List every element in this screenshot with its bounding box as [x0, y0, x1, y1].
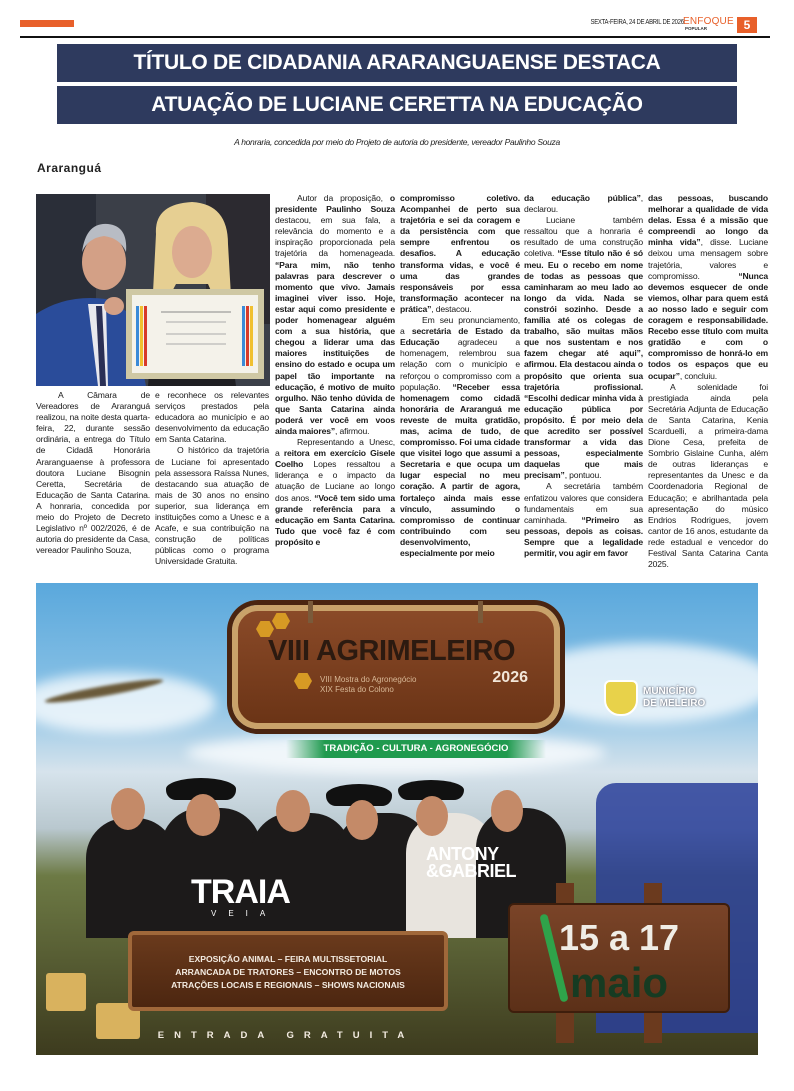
text-run: Em seu pronunciamento, a [400, 315, 520, 337]
headline-line-2: ATUAÇÃO DE LUCIANE CERETTA NA EDUCAÇÃO [57, 86, 737, 124]
performer-face [111, 788, 145, 830]
quote-text: “Para mim, não tenho palavras para descrever o momento que vivo. Jamais imaginei viver isso. Hoje, estar aqui como presidente e poder homenagear alguém com a sua história, que chegou a liderar uma das maiores instituições de ensino do estado e ocupa um papel tão importante na educação, é motivo de muito orgulho. Não tenho dúvida de que Santa Catarina ainda poderá ver você em voos ainda maiores” [275, 259, 395, 436]
text-run: , disse. Luciane deixou uma mensagem sobre trajetória, valores e compromisso. [648, 237, 768, 281]
text-run: agradeceu a homenagem, relembrou sua relação com o município e reforçou o compromisso com a população. [400, 337, 520, 392]
performer-face [416, 796, 448, 836]
quote-text: “Esse título não é só meu. Eu o recebo em nome de todas as pessoas que caminharam ao meu lado ao longo da vida. Nada se constrói sozinho. Desde a família até os colegas de trabalho, são muitas mãos que nos sustentam e nos fazem chegar até aqui”, afirmou. Ela destacou ainda o propósito que orienta sua trajetória profissional. “Escolhi dedicar minha vida à educação pública por propósito. É por meio dela que acredito ser possível transformar a vida das pessoas, especialmente daquelas que mais precisam” [524, 248, 643, 481]
quote-text: compromisso coletivo. Acompanhei de perto sua trajetória e sei da coragem e da persistência com que sempre enfrentou os desafios. A educação transforma vidas, e você é uma das grandes responsáveis por essa transformação acontecer na prática” [400, 193, 520, 314]
free-admission-text: ENTRADA GRATUITA [157, 1030, 415, 1041]
quote-text: das pessoas, buscando melhorar a qualidade de vida delas. Essa é a missão que compreendi ao longo da minha vida” [648, 193, 768, 248]
paragraph [524, 215, 643, 481]
dateline: SEXTA-FEIRA, 24 DE ABRIL DE 2026 [590, 19, 684, 26]
section-color-bar [20, 20, 74, 27]
event-title: VIII AGRIMELEIRO [268, 635, 516, 667]
quote-text: “Primeiro as pessoas, depois as coisas. Sempre que a legalidade permitir, vou agir em favor [524, 514, 644, 558]
attractions-board [128, 931, 448, 1011]
text-run: , destacou. [431, 303, 472, 314]
text-run: , afirmou. [335, 425, 370, 436]
hay-bale [46, 973, 86, 1011]
agrimeleiro-advertisement[interactable] [36, 583, 758, 1055]
municipality-line-1: MUNICÍPIO [643, 686, 696, 697]
header-divider [20, 36, 770, 38]
newspaper-logo [683, 17, 734, 32]
text-run: Luciane também ressaltou que a honraria é resultado de uma construção coletiva. [524, 215, 643, 259]
performer-face [346, 800, 378, 840]
text-run: , concluiu. [679, 370, 717, 381]
event-dates: 15 a 17 [558, 917, 680, 958]
event-month: maio [569, 959, 669, 1006]
article-subtitle: A honraria, concedida por meio do Projeto de autoria do presidente, vereador Paulinho Souza [234, 137, 560, 147]
text-run: Autor da proposição, [297, 193, 390, 203]
article-photo [36, 194, 270, 386]
text-run: Representando a Unesc, a [275, 437, 395, 459]
paragraph: A Câmara de Vereadores de Araranguá realizou, na noite desta quarta-feira, 22, durante sessão ordinária, a entrega do Título de Cidadã Honorária Araranguaense à professora doutora Luciane Bisognin Ceretta, Secretária de Educação de Santa Catarina. A honraria, concedida por meio do Projeto de Decreto Legislativo nº 002/2026, é de autoria do presidente da Casa, vereador Paulinho Souza, [36, 390, 150, 556]
bold-text-run: o presidente Paulinho Souza [275, 193, 395, 215]
band-name-line-2: &GABRIEL [426, 861, 516, 881]
text-run: , declarou. [524, 193, 643, 215]
article-column-5 [524, 193, 643, 559]
article-column-3 [275, 193, 395, 548]
band-name-line-1: ANTONY [426, 844, 499, 864]
performer-face [491, 790, 523, 832]
text-run: Lopes ressaltou a liderança e o impacto da atuação de Luciane ao longo dos anos. [275, 459, 395, 503]
article-column-6 [648, 193, 768, 570]
paragraph [400, 315, 520, 559]
paragraph [648, 193, 768, 382]
paragraph: A solenidade foi prestigiada ainda pela Secretária Adjunta de Educação de Santa Catarina, Kenia Scarduelli, a primeira-dama Dione Cesa, prefeita de Sombrio Gislaine Cunha, além de outras lideranças e representantes da Unesc e da Coordenadoria Regional de Educação; e abrilhantada pela apresentação do músico Endrios Rodrigues, jovem cantor de 16 anos, estudante da rede estadual e vencedor do Festival Santa Catarina Canta 2025. [648, 381, 768, 570]
brand-subname: POPULAR [685, 26, 708, 31]
performer-face [276, 790, 310, 832]
performer-face [186, 794, 220, 836]
text-run: A secretária também enfatizou valores que considera fundamentais em sua caminhada. [524, 481, 643, 525]
text-run: , pontuou. [564, 470, 602, 481]
paragraph [524, 481, 643, 559]
event-year: 2026 [492, 669, 528, 686]
honeycomb-icon [294, 673, 312, 689]
honeycomb-icon [272, 613, 290, 629]
event-sign [232, 605, 560, 729]
event-subtitle-1: VIII Mostra do Agronegócio [320, 675, 417, 684]
rope [478, 601, 483, 623]
attraction-line: ATRAÇÕES LOCAIS E REGIONAIS – SHOWS NACIONAIS [171, 980, 405, 990]
rope [308, 601, 313, 623]
band-logo-traia: TRAIA [191, 873, 290, 911]
paragraph: O histórico da trajetória de Luciane foi apresentado pela assessora Raíssa Nunes, destacando sua atuação de mais de 30 anos no ensino superior, sua liderança em instituições como a Unesc e a Acafe, e sua contribuição na construção de políticas públicas como o programa Universidade Gratuita. [155, 445, 269, 567]
paragraph: e reconhece os relevantes serviços prestados pela educadora ao município e ao desenvolvimento da educação em Santa Catarina. [155, 390, 269, 445]
quote-text: “Nunca devemos esquecer de onde viemos, olhar para quem está ao nosso lado e seguir com coragem e responsabilidade. Recebo esse título com muita gratidão e com o compromisso de honrá-lo em todos os espaços que eu ocupar” [648, 270, 768, 381]
quote-text: “Você tem sido uma grande referência para a educação em Santa Catarina. Tudo que você faz é com propósito e [275, 492, 396, 547]
section-label: Araranguá [37, 161, 102, 175]
event-date-sign [508, 903, 730, 1013]
headline-line-1: TÍTULO DE CIDADANIA ARARANGUAENSE DESTACA [57, 44, 737, 82]
ceremony-photo-illustration [36, 194, 270, 386]
quote-text: da educação pública” [524, 193, 641, 203]
municipality-logo [604, 680, 705, 716]
paragraph [275, 437, 395, 548]
attraction-line: ARRANCADA DE TRATORES – ENCONTRO DE MOTOS [175, 967, 401, 977]
band-logo-veia: VEIA [211, 909, 278, 918]
paragraph [400, 193, 520, 315]
attraction-line: EXPOSIÇÃO ANIMAL – FEIRA MULTISSETORIAL [188, 954, 388, 964]
bold-text-run: secretária de Estado da Educação [400, 326, 520, 348]
article-column-4 [400, 193, 520, 559]
paragraph [275, 193, 395, 437]
text-run: destacou, em sua fala, a relevância do momento e a inspiração proporcionada pela trajetória da homenageada. [275, 215, 395, 259]
article-column-2 [155, 390, 269, 568]
municipal-crest-icon [604, 680, 638, 716]
municipality-name [643, 686, 705, 710]
article-column-1 [36, 390, 150, 556]
event-subtitle-2: XIX Festa do Colono [320, 685, 394, 694]
event-tagline: TRADIÇÃO - CULTURA - AGRONEGÓCIO [286, 740, 546, 758]
brand-name: ENFOQUE [683, 16, 734, 27]
band-logo-antony-gabriel [426, 846, 516, 880]
bold-text-run: reitora em exercício Gisele Coelho [275, 448, 395, 470]
quote-text: “Receber essa homenagem como cidadã honorária de Araranguá me reveste de muita gratidão, mas, acima de tudo, de compromisso. Foi uma cidade que visitei logo que assumi a Secretaria e que ocupa um lugar especial no meu coração. A partir de agora, fortaleço ainda mais esse vínculo, assumindo o compromisso de continuar contribuindo com seu desenvolvimento, especialmente por meio [400, 381, 520, 558]
municipality-line-2: DE MELEIRO [643, 698, 706, 709]
page-number: 5 [737, 17, 757, 33]
paragraph [524, 193, 643, 215]
